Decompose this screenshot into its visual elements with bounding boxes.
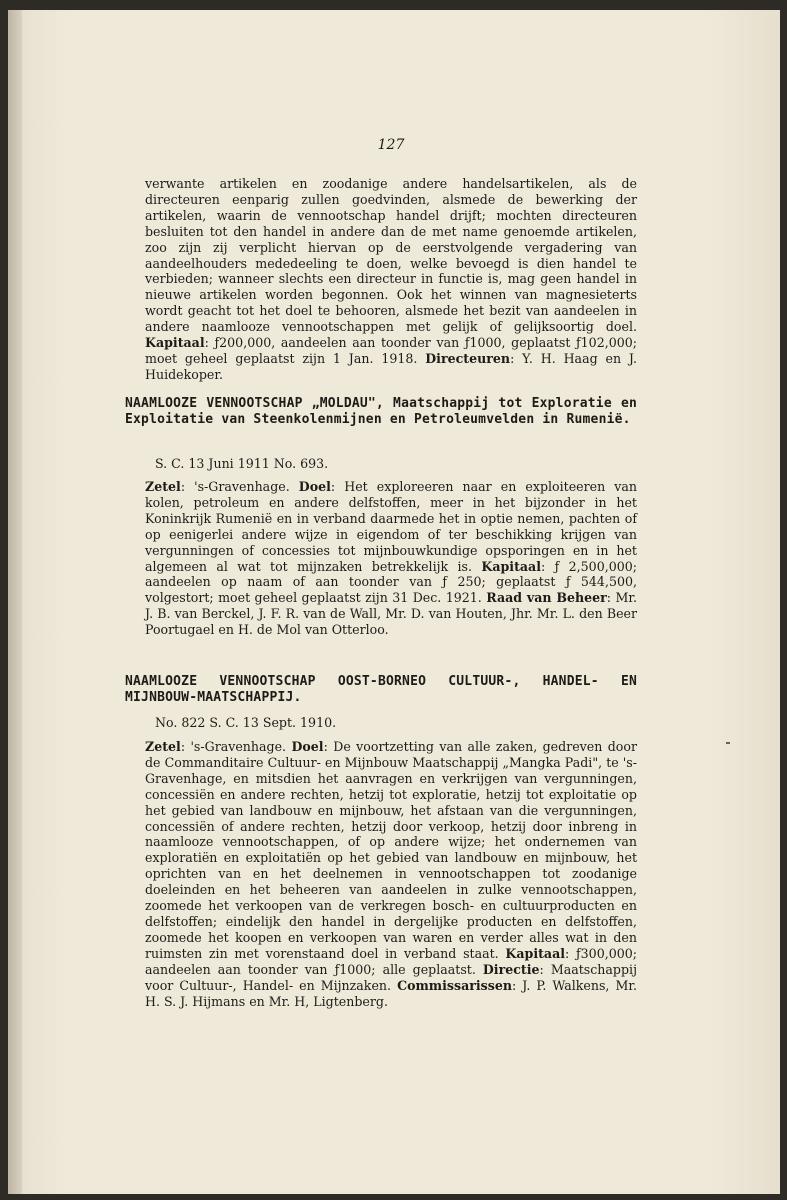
borneo-heading: NAAMLOOZE VENNOOTSCHAP OOST-BORNEO CULTUUR-, HANDEL- EN MIJNBOUW-MAATSCHAPPIJ. xyxy=(125,674,637,705)
kapitaal-label: Kapitaal xyxy=(481,558,541,574)
directie-label: Directie xyxy=(482,961,540,977)
zetel-label: Zetel xyxy=(145,739,181,754)
zetel-label: Zetel xyxy=(145,479,181,494)
book-page xyxy=(8,10,780,1194)
borneo-sc: No. 822 S. C. 13 Sept. 1910. xyxy=(155,715,337,730)
kapitaal-label: Kapitaal xyxy=(145,335,205,351)
raad-label: Raad van Beheer xyxy=(486,590,607,606)
moldau-paragraph: Zetel: 's-Gravenhage. Doel: Het exploreeren naar en exploiteeren van kolen, petroleum en andere delfstoffen, meer in het bijzonder in het Koninkrijk Rumenië en in verband daarmede het in optie nemen, pachten of op eenigerlei andere wijze in eigendom of ter beschikking krijgen van vergunningen of concessies tot mijnbouwkundige opsporingen en in het algemeen al wat tot mijnzaken betrekkelijk is. Kapitaal: ƒ 2,500,000; aandeelen op naam of aan toonder van ƒ 250; geplaatst ƒ 544,500, volgestort; moet geheel geplaatst zijn 31 Dec. 1921. Raad van Beheer: Mr. J. B. van Berckel, J. F. R. van de Wall, Mr. D. van Houten, Jhr. Mr. L. den Beer Poortugael en H. de Mol van Otterloo. xyxy=(145,479,637,638)
doel-label: Doel xyxy=(291,739,324,754)
commissarissen-label: Commissarissen xyxy=(397,977,513,993)
moldau-sc: S. C. 13 Juni 1911 No. 693. xyxy=(155,456,329,471)
margin-mark xyxy=(726,742,730,744)
borneo-paragraph: Zetel: 's-Gravenhage. Doel: De voortzetting van alle zaken, gedreven door de Commanditaire Cultuur- en Mijnbouw Maatschappij „Mangka Padi", te 's-Gravenhage, en mitsdien het aanvragen en verkrijgen van vergunningen, concessiën en andere rechten, hetzij tot exploratie, hetzij tot exploitatie op het gebied van landbouw en mijnbouw, het afstaan van die vergunningen, concessiën of andere rechten, hetzij door verkoop, hetzij door inbreng in naamlooze vennootschappen, of op andere wijze; het ondernemen van exploratiën en exploitatiën op het gebied van landbouw en mijnbouw, het oprichten van en het deelnemen in vennootschappen tot zoodanige doeleinden en het beheeren van aandeelen in zulke vennootschappen, zoomede het verkoopen van de verkregen bosch- en cultuurproducten en delfstoffen; eindelijk den handel in dergelijke producten en delfstoffen, zoomede het koopen en verkoopen van waren en verder alles wat in den ruimsten zin met vorenstaand doel in verband staat. Kapitaal: ƒ300,000; aandeelen aan toonder van ƒ1000; alle geplaatst. Directie: Maatschappij voor Cultuur-, Handel- en Mijnzaken. Commissarissen: J. P. Walkens, Mr. H. S. J. Hijmans en Mr. H, Ligtenberg. xyxy=(145,739,637,1009)
page-number: 127 xyxy=(377,137,405,153)
directeuren-label: Directeuren xyxy=(425,350,511,366)
kapitaal-label: Kapitaal xyxy=(505,945,566,961)
moldau-heading: NAAMLOOZE VENNOOTSCHAP „MOLDAU", Maatschappij tot Exploratie en Exploitatie van Steenkolenmijnen en Petroleumvelden in Rumenië. xyxy=(125,396,637,427)
page-spine xyxy=(8,10,22,1194)
intro-paragraph: verwante artikelen en zoodanige andere handelsartikelen, als de directeuren eenparig zullen goedvinden, alsmede de bewerking der artikelen, waarin de vennootschap handel drijft; mochten directeuren besluiten tot den handel in andere dan de met name genoemde artikelen, zoo zijn zij verplicht hiervan op de eerstvolgende vergadering van aandeelhouders mededeeling te doen, welke bevoegd is dien handel te verbieden; wanneer slechts een directeur in functie is, mag geen handel in nieuwe artikelen worden begonnen. Ook het winnen van magnesieterts wordt geacht tot het doel te behooren, alsmede het bezit van aandeelen in andere naamlooze vennootschappen met gelijk of gelijksoortig doel. Kapitaal: ƒ200,000, aandeelen aan toonder van ƒ1000, geplaatst ƒ102,000; moet geheel geplaatst zijn 1 Jan. 1918. Directeuren: Y. H. Haag en J. Huidekoper. xyxy=(145,176,637,382)
doel-label: Doel xyxy=(298,479,331,494)
